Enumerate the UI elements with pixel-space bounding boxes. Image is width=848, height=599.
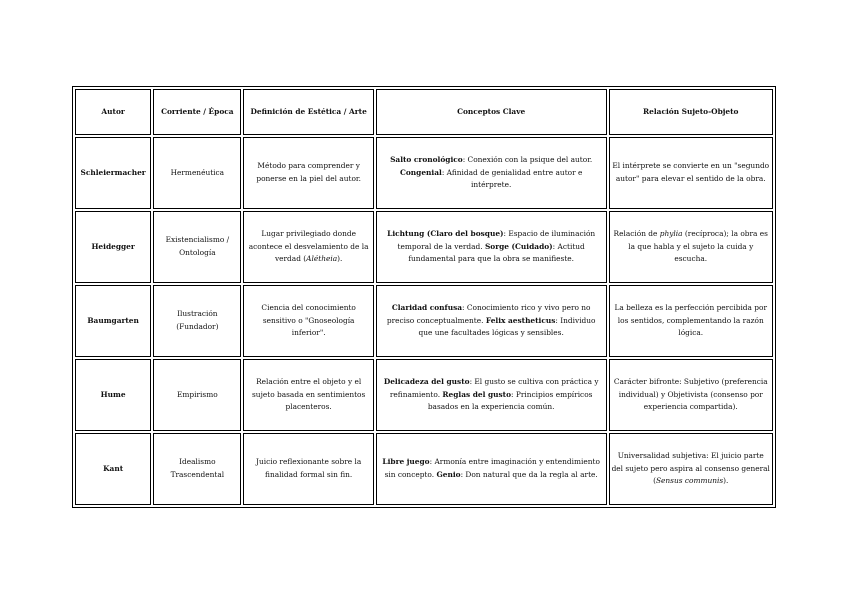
text-segment: Método para comprender y ponerse en la piel del autor. [256,161,361,183]
cell-autor: Hume [75,359,151,431]
cell-conceptos [376,137,607,209]
cell-relacion [609,359,774,431]
text-segment: Ciencia del conocimiento sensitivo o "Gnoseología inferior". [261,303,356,338]
header-definicion: Definición de Estética / Arte [243,89,373,135]
text-segment: : Individuo que une facultades lógicas y sensibles. [418,315,596,338]
header-corriente: Corriente / Época [153,89,241,135]
cell-definicion [243,433,373,505]
aesthetics-comparison-table [72,86,776,508]
cell-definicion [243,211,373,283]
text-segment: La belleza es la perfección percibida por los sentidos, complementando la razón lógica. [614,303,768,338]
text-segment: Universalidad subjetiva: El juicio parte del sujeto pero aspira al consenso general ( [611,451,770,486]
text-segment: : Principios empíricos basados en la experiencia común. [427,389,593,412]
text-segment: : Actitud fundamental para que la obra se manifieste. [408,241,585,264]
cell-conceptos [376,211,607,283]
header-row [75,89,773,135]
table-row [75,433,773,505]
header-relacion: Relación Sujeto-Objeto [609,89,774,135]
cell-definicion [243,359,373,431]
key-term: Libre juego [382,457,430,467]
text-segment: ). [337,254,343,264]
text-segment: : Don natural que da la regla al arte. [460,470,598,479]
text-segment: : Conocimiento rico y vivo pero no preciso conceptualmente. [386,303,591,325]
text-segment: Juicio reflexionante sobre la finalidad formal sin fin. [256,457,362,479]
cell-relacion [609,433,774,505]
text-segment: Carácter bifronte: Subjetivo (preferencia individual) y Objetivista (consenso por experiencia compartida). [613,377,768,412]
key-term: Lichtung (Claro del bosque) [387,229,504,239]
table-row [75,211,773,283]
cell-conceptos [376,285,607,357]
key-term: Salto cronológico [390,155,463,165]
cell-conceptos [376,359,607,431]
key-term: Sorge (Cuidado) [484,241,553,251]
key-term: Felix aestheticus [485,315,556,325]
italic-term: phylia [659,229,683,239]
cell-corriente: Idealismo Trascendental [153,433,241,505]
header-conceptos: Conceptos Clave [376,89,607,135]
text-segment: (recíproca); la obra es la que habla y el sujeto la cuida y escucha. [628,229,768,264]
table-row [75,137,773,209]
cell-relacion [609,211,774,283]
text-segment: El intérprete se convierte en un "segundo autor" para elevar el sentido de la obra. [612,161,770,183]
key-term: Congenial [399,167,442,177]
text-segment: Relación entre el objeto y el sujeto basada en sentimientos placenteros. [252,377,366,412]
cell-corriente: Hermenéutica [153,137,241,209]
text-segment: : El gusto se cultiva con práctica y refinamiento. [389,377,599,399]
text-segment: Lugar privilegiado donde acontece el desvelamiento de la verdad ( [248,229,369,264]
cell-autor: Schleiermacher [75,137,151,209]
cell-relacion [609,285,774,357]
text-segment: : Conexión con la psique del autor. [462,155,593,165]
header-autor: Autor [75,89,151,135]
text-segment: : Armonía entre imaginación y entendimiento sin concepto. [384,457,600,479]
italic-term: Alétheia [306,254,338,264]
cell-corriente: Ilustración (Fundador) [153,285,241,357]
key-term: Delicadeza del gusto [383,377,470,387]
cell-relacion [609,137,774,209]
cell-definicion [243,137,373,209]
key-term: Reglas del gusto [442,389,512,399]
cell-corriente: Existencialismo / Ontología [153,211,241,283]
key-term: Genio [436,470,461,479]
text-segment: : Espacio de iluminación temporal de la verdad. [397,229,596,251]
cell-conceptos [376,433,607,505]
table-row [75,285,773,357]
table-row [75,359,773,431]
text-segment: ). [723,476,729,486]
text-segment: Relación de [613,229,660,239]
cell-autor: Heidegger [75,211,151,283]
cell-autor: Kant [75,433,151,505]
key-term: Claridad confusa [391,303,463,313]
cell-autor: Baumgarten [75,285,151,357]
italic-term: Sensus communis [655,476,724,486]
text-segment: : Afinidad de genialidad entre autor e intérprete. [441,167,583,190]
cell-definicion [243,285,373,357]
cell-corriente: Empirismo [153,359,241,431]
